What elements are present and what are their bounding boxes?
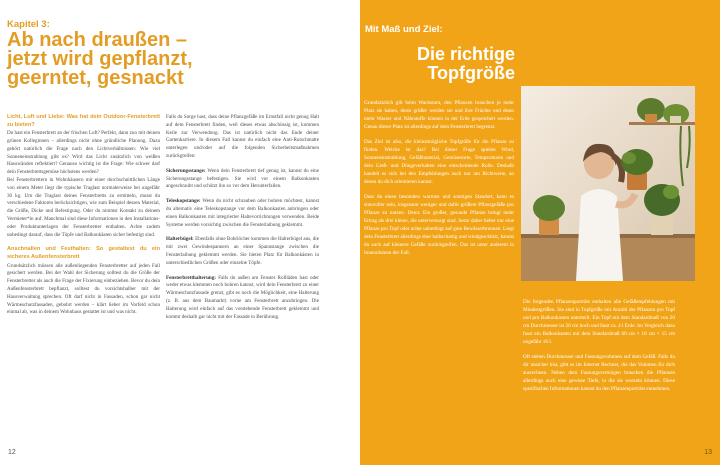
chapter-title [7, 31, 347, 88]
text-column-middle [166, 114, 319, 321]
runin-heading: Teleskopstange: [166, 198, 201, 205]
paragraph: Das Ziel ist also, die kleinstmögliche Topfgröße für die Pflanze zu finden. Welche ist das? Bei dieser Frage spielen Wind, Sonneneinstrahlung, Gefäßmaterial, Gemüsesorte, Temperaturen und dein Gieß- und Düngeverhalten eine entscheidende Rolle. Deshalb handelt es sich bei den Empfehlungen auch nur um Richtwerte, an denen du dich orientieren kannst. [364, 139, 514, 185]
paragraph [166, 198, 319, 229]
paragraph [166, 168, 319, 191]
chapter-title-line: Ab nach draußen – [7, 29, 188, 51]
chapter-title-line: jetzt wird gepflanzt, [7, 48, 193, 70]
paragraph: Grundsätzlich müssen alle außenliegenden Fensterbretter auf jeden Fall gesichert werden. Bei der Wahl der Sicherung solltest du die Größe der Fensterbretter als auch die Frage der Fixierung einbeziehen. Bevor du dein Außenfensterbrett bepflanzt, solltest du vorsichtshalber mit der Hausverwaltung sprechen. Oft darf nicht in Fassaden, schon gar nicht Wärmeschutzfassaden, gebohrt werden – klärt lieber im Vorfeld schon einmal ab, was in deinem Wohnhaus gestattet ist und was nicht. [7, 262, 160, 316]
paragraph: Grundsätzlich gilt beim Wachstum, den Pflanzen brauchen je mehr Platz sie haben, desto größer werden sie und ihre Früchte und desto mehr Wasser und Nährstoffe können in der Erde gespeichert werden. Genau dieser Platz ist allerdings auf dem Fensterbrett begrenzt. [364, 100, 514, 130]
paragraph: Dass du einen besonders warmen und sonnigen Standort, kann es sinnvoller sein, insgesamt weniger und dafür größere Pflanzgefäße pro Pflanze zu nutzen. Denn: Ein großer, gesunde Pflanze bringt mehr Ertrag als drei kleine, die unterversorgt sind. Setze daher lieber nur eine Pflanze pro Topf oder achte unbedingt auf gute Bewässerbrunnen. Liegt dein Fensterbrett allerdings eher halbschattig und windgeschützt, kannst du auch auf kleinere Gefäße zurückgreifen. Das ist unter anderem in Innenräumen der Fall. [364, 194, 514, 256]
paragraph: Bei Fensterbrettern in Wohnhäusern mit einer durchschnittlichen Länge von einem Meter liegt die typische Traglast normalerweise bei ungefähr 30 kg. Um die Traglast deines Fensterbretts zu ermitteln, musst du verschiedene Faktoren berücksichtigen, wie zum Beispiel dessen Material, die Größe, Dicke und Befestigung. Oder du nimmst Kontakt zu deinem Vermieter*in auf. Manchmal sind diese Informationen in den Installations- oder Produktunterlagen der Fensterbretter enthalten. Achte zudem unbedingt darauf, dass die Töpfe und Balkonkästen sicher befestigt sind. [7, 176, 160, 238]
paragraph [166, 236, 319, 267]
runin-heading: Fensterbretthalterung: [166, 274, 216, 281]
text-column-left [7, 114, 160, 317]
runin-text: Falls du außen am Fenster Rollläden hast oder weder etwas klemmen noch bohren kannst, wird dein Fensterbrett zu einer Wärmeschutzfassade grenzt, gibt es noch die Möglichkeit, eine Halterung (z. B. aus dem Baumarkt) vorne am Fensterbrett anzubringen. Die Halterung wird einfach auf das vorstehende Fensterbrett geklemmt und kommt deshalb gar nicht mit der Fassade in Berührung. [166, 274, 319, 320]
section-title-line: Die richtige [416, 44, 515, 64]
chapter-title-line: geerntet, gesnackt [7, 67, 184, 89]
runin-text: Wenn du nicht schrauben oder bohren möchtest, kannst du alternativ eine Teleskopstange vor dem Balkonkasten anbringen oder einen Balkonkasten mit integrierter Haltevorrichtungen verwenden. Beide Systeme werden vorsichtig zwischen die Fensterlaibung geklemmt. [166, 198, 319, 228]
photo-illustration [521, 86, 695, 281]
paragraph: Die folgenden Pflanzenporträts enthalten alle Gefäßempfehlungen mit Mindestgrößen. Sie sind in Topfgröße mit Anzahl der Pflanzen pro Topf und pro Balkonkasten unterteilt. Ein Topf mit dem Standardmaß von 20 cm Durchmesser ist 20 cm hoch und fasst ca. 4 l Erde. Im Vergleich dazu fasst ein Balkonkasten mit dem Standardmaß 60 cm × 18 cm × 15 cm ungefähr 16 l. [523, 299, 675, 345]
right-page [360, 0, 720, 465]
section-kicker: Mit Maß und Ziel: [365, 24, 443, 35]
section-title-line: Topfgröße [427, 63, 515, 83]
page-number-left: 12 [8, 449, 16, 456]
runin-text: Ebenfalls ohne Bohrlöcher kommen die Halterbügel aus, die mit zwei Gewindespannern an einer Spannstange zwischen die Fensterlaibung geklemmt werden. Sie bieten Platz für Balkonkästen in unterschiedlichen Größen oder einzelne Töpfe. [166, 236, 319, 266]
woman-with-plants-photo [521, 86, 695, 281]
text-column-right [364, 99, 514, 264]
runin-heading: Sicherungsstange: [166, 167, 206, 174]
runin-text: Wenn dein Fensterbrett tief genug ist, kannst du eine Sicherungsstange befestigen. Sie wird vor einem Balkonkasten angeschraubt und schützt ihn so vor dem Herunterfallen. [166, 167, 319, 190]
subheading: Licht, Luft und Liebe: Was hat dein Outdoor-Fensterbrett zu bieten? [7, 114, 160, 128]
section-title [365, 45, 515, 83]
runin-heading: Halterbügel: [166, 236, 194, 243]
paragraph [166, 275, 319, 322]
paragraph: Du hast ein Fensterbrett an der frischen Luft? Perfekt, dann zuo mit deinen grünen Kolleginnen – allerdings nicht ohne gründliche Planung. Dazu gehört natürlich die Frage nach den Lichtverhältnissen: Wie viel Sonneneinstrahlung gibt es? Wird das Licht zusätzlich von weißen Hauswänden reflektiert? Genauso wichtig ist die Frage: Wie schwer darf dein Fensterbrettsgemüse höchstens werden? [7, 130, 160, 176]
paragraph: Falls du Sorge hast, dass deine Pflanzgefäße im Ernstfall nicht genug Halt auf dem Fensterbrett finden, weil dieses etwas abschüssig ist, kommen Keile zur Verwendung. Das ist natürlich nicht das Ende deiner Gartenkarriere. In diesem Fall kannst du einfach eine Anti-Rutschmatte unterlegen und/oder auf die folgenden Sicherheitsmaßnahmen zurückgreifen: [166, 114, 319, 159]
chapter-label: Kapitel 3: [7, 19, 50, 30]
paragraph: Oft stehen Durchmesser und Fassungsvolumen auf dem Gefäß. Falls du dir unsicher bist, gibt es im Internet Rechner, die das Volumen für dich ausrechnen. Neben dem Fassungsvermögen brauchen die Pflanzen allerdings auch eine gewisse Tiefe, in die sie wurzeln können. Diese spezifischen Informationen kannst du den Pflanzenporträts entnehmen. [523, 354, 675, 392]
subheading: Anschnallen und Festhalten: So gestaltest du ein sicheres Außenfensterbrett [7, 246, 160, 260]
text-column-right-lower [523, 298, 675, 400]
page-number-right: 13 [704, 449, 712, 456]
